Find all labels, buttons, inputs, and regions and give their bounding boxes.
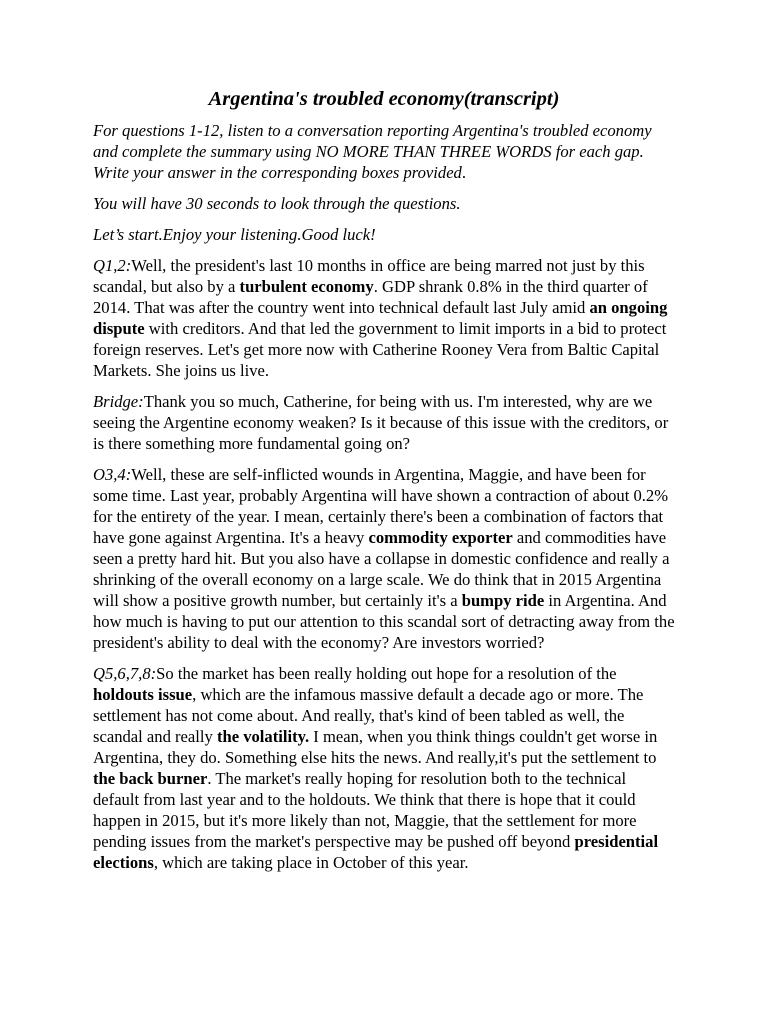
instructions-period: .	[461, 163, 467, 182]
transcript-text: Thank you so much, Catherine, for being with us. I'm interested, why are we seeing the Argentine economy weaken? Is it because of this issue with the creditors, or is there something more fundamental going on?	[93, 392, 669, 453]
transcript-text: Well, these are self-inflicted wounds in Argentina, Maggie, and have been for some time. Last year, probably Argentina will have shown a contraction of about 0.2% for the entirety of the year. I mean, certainly there's been a combination of factors that have gone against Argentina. It's a heavy	[93, 465, 669, 547]
speaker-label: Q1,2:	[93, 256, 132, 275]
transcript-text: . GDP shrank 0.8% in the third quarter of 2014. That was after the country went into technical default last July amid	[93, 277, 648, 317]
transcript-text: , which are the infamous massive default a decade ago or more. The settlement has not come about. And really, that's kind of been tabled as well, the scandal and really	[93, 685, 644, 746]
speaker-label: Bridge:	[93, 392, 144, 411]
answer-phrase: presidential elections	[93, 832, 659, 872]
answer-phrase: bumpy ride	[461, 591, 545, 610]
answer-phrase: commodity exporter	[368, 528, 513, 547]
document-title: Argentina's troubled economy(transcript)	[208, 88, 560, 110]
instructions-text: For questions 1-12, listen to a conversation reporting Argentina's troubled economy and complete the summary using NO MORE THAN THREE WORDS for each gap. Write your answer in the corresponding boxes provided	[93, 121, 652, 182]
answer-phrase: turbulent economy	[239, 277, 374, 296]
transcript-text: Well, the president's last 10 months in office are being marred not just by this scandal, but also by a	[93, 256, 645, 296]
speaker-label: Q5,6,7,8:	[93, 664, 157, 683]
transcript-section-q5-8	[93, 663, 675, 873]
greeting: Let’s start.Enjoy your listening.Good luck!	[93, 225, 376, 244]
transcript-section-q3-4	[93, 464, 675, 653]
answer-phrase: holdouts issue	[93, 685, 193, 704]
transcript-text: in Argentina. And how much is having to put our attention to this scandal sort of detracting away from the president's ability to deal with the economy? Are investors worried?	[93, 591, 675, 652]
answer-phrase: the back burner	[93, 769, 208, 788]
transcript-text: with creditors. And that led the government to limit imports in a bid to protect foreign reserves. Let's get more now with Catherine Rooney Vera from Baltic Capital Markets. She joins us live.	[93, 319, 667, 380]
transcript-section-bridge	[93, 391, 675, 454]
transcript-text: I mean, when you think things couldn't get worse in Argentina, they do. Something else hits the news. And really,it's put the settlement to	[93, 727, 658, 767]
transcript-text: . The market's really hoping for resolution both to the technical default from last year and to the holdouts. We think that there is hope that it could happen in 2015, but it's more likely than not, Maggie, that the settlement for more pending issues from the market's perspective may be pushed off beyond	[93, 769, 637, 851]
answer-phrase: the volatility.	[216, 727, 310, 746]
time-note: You will have 30 seconds to look through the questions.	[93, 194, 461, 213]
transcript-text: and commodities have seen a pretty hard hit. But you also have a collapse in domestic confidence and really a shrinking of the overall economy on a large scale. We do think that in 2015 Argentina will show a positive growth number, but certainly it's a	[93, 528, 670, 610]
transcript-section-q1-2	[93, 255, 675, 381]
instructions-paragraph	[93, 120, 675, 183]
speaker-label: O3,4:	[93, 465, 132, 484]
answer-phrase: an ongoing dispute	[93, 298, 668, 338]
transcript-text: So the market has been really holding out hope for a resolution of the	[156, 664, 617, 683]
transcript-text: , which are taking place in October of this year.	[153, 853, 469, 872]
